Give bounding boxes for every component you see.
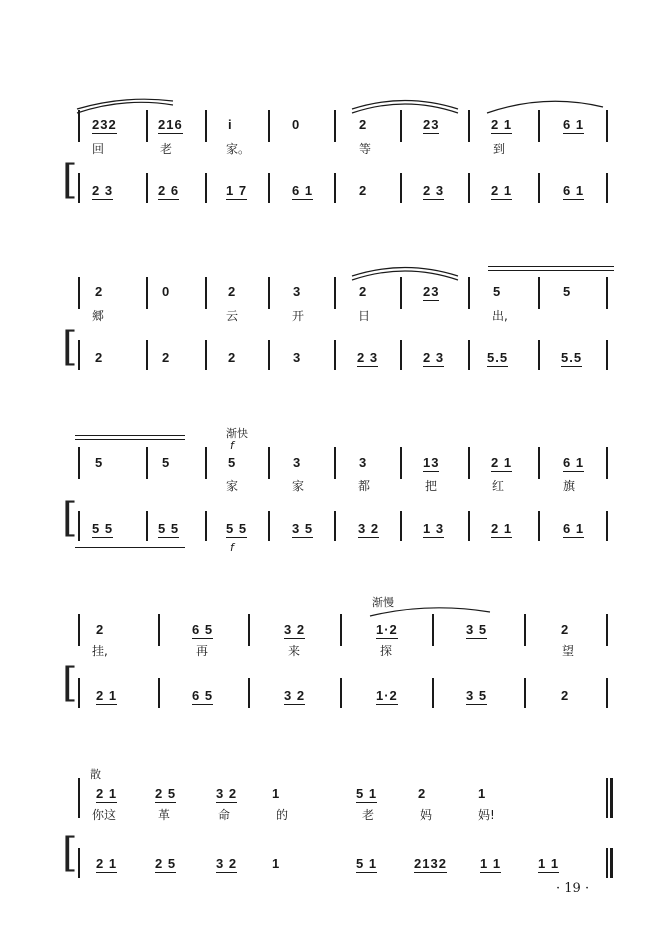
note: 2	[359, 117, 368, 132]
note: 3 5	[466, 622, 488, 637]
barline	[468, 447, 470, 479]
staff-brace: [	[62, 495, 78, 541]
note: 6 1	[563, 117, 585, 132]
tempo-marking: 渐慢	[372, 596, 394, 609]
system-3	[0, 425, 655, 560]
barline	[78, 614, 80, 646]
barline	[538, 511, 540, 541]
note: 3 2	[216, 856, 238, 871]
barline	[400, 447, 402, 479]
note: 3 2	[358, 521, 380, 536]
note: 1 1	[538, 856, 560, 871]
note: 2	[96, 622, 105, 637]
note: 2	[561, 622, 570, 637]
lyric: 妈	[420, 808, 433, 822]
note: 2	[561, 688, 570, 703]
note: 2	[228, 284, 237, 299]
barline	[468, 110, 470, 142]
barline	[468, 340, 470, 370]
note: 5 5	[92, 521, 114, 536]
barline	[78, 277, 80, 309]
page-number: · 19 ·	[556, 881, 590, 896]
barline	[78, 678, 80, 708]
barline	[432, 678, 434, 708]
barline	[205, 340, 207, 370]
lyric: 革	[158, 808, 171, 822]
dynamic-marking: f	[230, 439, 234, 452]
system-4	[0, 594, 655, 719]
note: 5 1	[356, 856, 378, 871]
barline	[334, 277, 336, 309]
barline	[78, 173, 80, 203]
lyric: 的	[276, 808, 289, 822]
barline	[146, 173, 148, 203]
note: 5	[493, 284, 502, 299]
tie-line	[75, 435, 185, 436]
note: 3	[359, 455, 368, 470]
note: 23	[423, 284, 440, 299]
barline	[268, 173, 270, 203]
barline	[146, 447, 148, 479]
note: 1	[272, 786, 281, 801]
note: 2 1	[96, 856, 118, 871]
barline	[606, 110, 608, 142]
lyric: 等	[359, 142, 372, 156]
barline	[538, 340, 540, 370]
note: 2 6	[158, 183, 180, 198]
barline	[340, 614, 342, 646]
final-barline	[610, 778, 613, 818]
note: 1·2	[376, 622, 398, 637]
final-barline	[606, 848, 608, 878]
note: 1·2	[376, 688, 398, 703]
lyric: 把	[425, 479, 438, 493]
note: 6 1	[292, 183, 314, 198]
lyric: 望	[562, 644, 575, 658]
barline	[468, 511, 470, 541]
barline	[468, 277, 470, 309]
tie-line	[75, 439, 185, 440]
tie-line	[488, 266, 614, 267]
barline	[205, 110, 207, 142]
note: 3	[293, 284, 302, 299]
note: 2	[359, 183, 368, 198]
barline	[78, 848, 80, 878]
note: 3 5	[292, 521, 314, 536]
note: 3	[293, 455, 302, 470]
barline	[524, 614, 526, 646]
note: 1 3	[423, 521, 445, 536]
lyric: 来	[288, 644, 301, 658]
lyric: 挂,	[92, 644, 108, 658]
tie-line	[488, 270, 614, 271]
note: 5 5	[158, 521, 180, 536]
final-barline	[606, 778, 608, 818]
note: 2	[359, 284, 368, 299]
note: 5	[563, 284, 572, 299]
note: 5	[162, 455, 171, 470]
final-barline	[610, 848, 613, 878]
barline	[606, 447, 608, 479]
slur	[350, 95, 460, 115]
note: 2 1	[491, 521, 513, 536]
barline	[468, 173, 470, 203]
barline	[334, 511, 336, 541]
note: 3 2	[216, 786, 238, 801]
note: 2	[95, 284, 104, 299]
note: 3 2	[284, 622, 306, 637]
note: 0	[162, 284, 171, 299]
tempo-marking: 渐快	[226, 427, 248, 440]
note: 6 5	[192, 622, 214, 637]
barline	[268, 110, 270, 142]
note: 1 7	[226, 183, 248, 198]
barline	[400, 340, 402, 370]
barline	[158, 678, 160, 708]
barline	[146, 340, 148, 370]
barline	[205, 277, 207, 309]
barline	[78, 778, 80, 818]
note: 2 1	[491, 455, 513, 470]
note: 5 5	[226, 521, 248, 536]
lyric: 家。	[226, 142, 251, 156]
barline	[524, 678, 526, 708]
lyric: 红	[492, 479, 505, 493]
barline	[78, 340, 80, 370]
lyric: 旗	[563, 479, 576, 493]
barline	[400, 511, 402, 541]
note: 2 3	[423, 183, 445, 198]
note: 1	[478, 786, 487, 801]
lyric: 家	[292, 479, 305, 493]
note: 2 5	[155, 786, 177, 801]
barline	[334, 173, 336, 203]
barline	[606, 614, 608, 646]
slur	[75, 95, 175, 115]
note: 5	[95, 455, 104, 470]
note: 5.5	[487, 350, 509, 365]
barline	[606, 173, 608, 203]
lyric: 出,	[492, 309, 508, 323]
lyric: 再	[196, 644, 209, 658]
note: 5	[228, 455, 237, 470]
barline	[205, 447, 207, 479]
lyric: 老	[362, 808, 375, 822]
lyric: 命	[218, 808, 231, 822]
barline	[606, 511, 608, 541]
barline	[538, 277, 540, 309]
note: 2 5	[155, 856, 177, 871]
note: 2 1	[96, 786, 118, 801]
note: 232	[92, 117, 117, 132]
note: 6 1	[563, 183, 585, 198]
lyric: 日	[358, 309, 371, 323]
barline	[268, 447, 270, 479]
note: 5.5	[561, 350, 583, 365]
note: 3 2	[284, 688, 306, 703]
note: i	[228, 117, 233, 132]
staff-brace: [	[62, 660, 78, 706]
slur	[368, 604, 493, 620]
barline	[78, 511, 80, 541]
system-2	[0, 262, 655, 382]
note: 2	[95, 350, 104, 365]
note: 2 3	[92, 183, 114, 198]
lyric: 家	[226, 479, 239, 493]
slur	[485, 97, 605, 117]
barline	[606, 277, 608, 309]
lyric: 云	[226, 309, 239, 323]
note: 13	[423, 455, 440, 470]
lyric: 都	[358, 479, 371, 493]
note: 2132	[414, 856, 447, 871]
note: 6 1	[563, 521, 585, 536]
barline	[606, 340, 608, 370]
note: 1 1	[480, 856, 502, 871]
note: 23	[423, 117, 440, 132]
barline	[538, 447, 540, 479]
note: 2 1	[491, 183, 513, 198]
barline	[268, 511, 270, 541]
barline	[146, 277, 148, 309]
barline	[400, 173, 402, 203]
note: 2	[162, 350, 171, 365]
barline	[158, 614, 160, 646]
barline	[334, 447, 336, 479]
note: 2	[228, 350, 237, 365]
note: 2 3	[357, 350, 379, 365]
note: 5 1	[356, 786, 378, 801]
note: 2 1	[96, 688, 118, 703]
lyric: 到	[493, 142, 506, 156]
barline	[334, 110, 336, 142]
staff-brace: [	[62, 157, 78, 203]
lyric: 妈!	[478, 808, 495, 822]
barline	[268, 277, 270, 309]
barline	[146, 511, 148, 541]
lyric: 开	[292, 309, 305, 323]
note: 3 5	[466, 688, 488, 703]
lyric: 探	[380, 644, 393, 658]
staff-brace: [	[62, 324, 78, 370]
staff-brace: [	[62, 830, 78, 876]
system-1	[0, 95, 655, 215]
barline	[268, 340, 270, 370]
barline	[432, 614, 434, 646]
barline	[538, 173, 540, 203]
slur	[350, 262, 460, 282]
barline	[334, 340, 336, 370]
barline	[340, 678, 342, 708]
lyric: 回	[92, 142, 105, 156]
note: 216	[158, 117, 183, 132]
lyric: 郷	[92, 309, 105, 323]
note: 2 1	[491, 117, 513, 132]
tempo-marking: 散	[90, 768, 101, 781]
barline	[78, 447, 80, 479]
note: 1	[272, 856, 281, 871]
barline	[248, 678, 250, 708]
lyric: 你这	[92, 808, 117, 822]
barline	[205, 173, 207, 203]
note: 2	[418, 786, 427, 801]
note: 3	[293, 350, 302, 365]
barline	[248, 614, 250, 646]
note: 0	[292, 117, 301, 132]
system-5	[0, 764, 655, 889]
lyric: 老	[160, 142, 173, 156]
note: 6 5	[192, 688, 214, 703]
dynamic-marking: f	[230, 541, 234, 554]
barline	[205, 511, 207, 541]
barline	[606, 678, 608, 708]
staff-end-line	[75, 547, 185, 548]
note: 6 1	[563, 455, 585, 470]
note: 2 3	[423, 350, 445, 365]
